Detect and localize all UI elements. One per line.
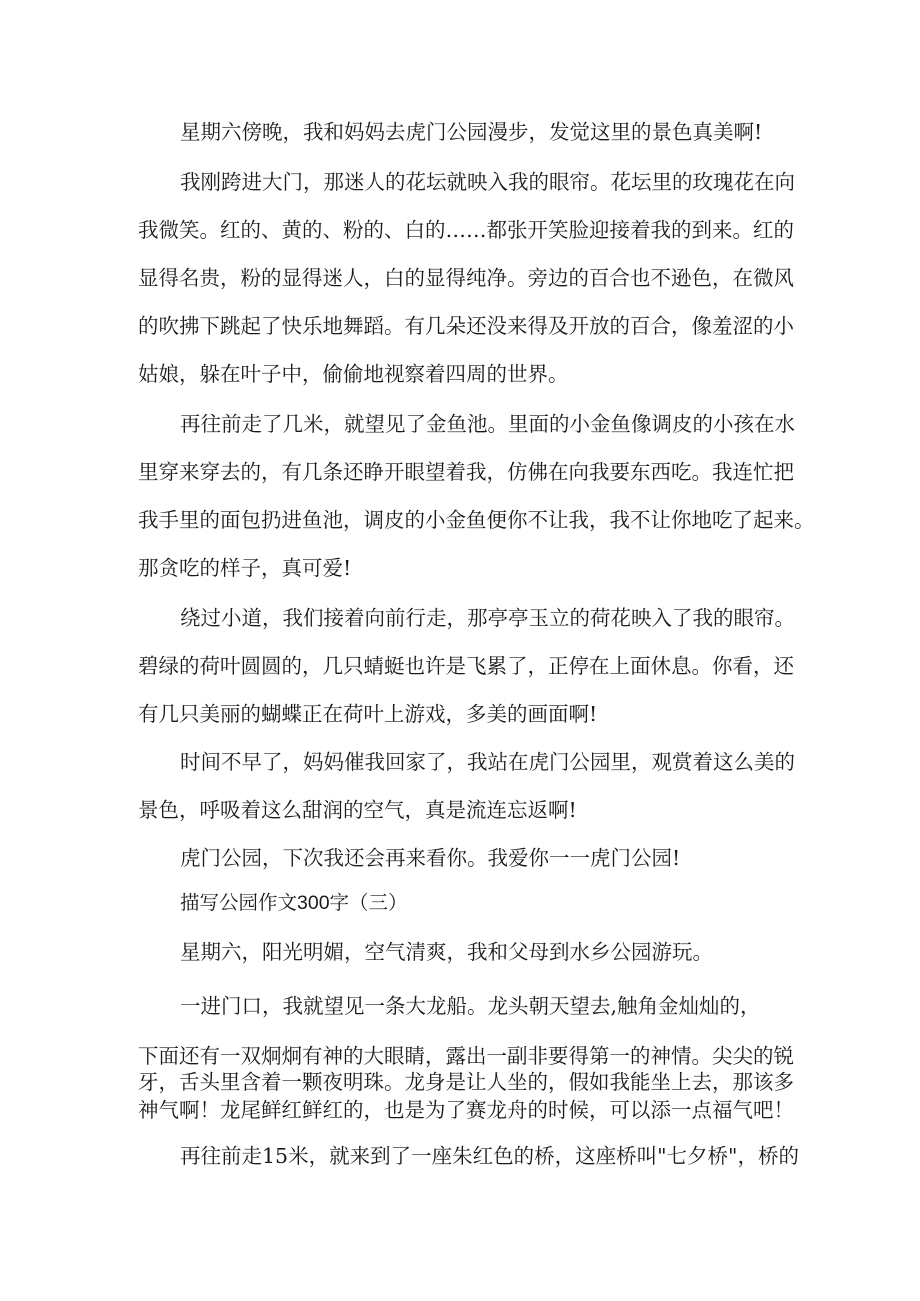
paragraph-line: 再往前走15米，就来到了一座朱红色的桥，这座桥叫"七夕桥"，桥的: [180, 1144, 799, 1168]
paragraph-line: 显得名贵，粉的显得迷人，白的显得纯净。旁边的百合也不逊色，在微风: [138, 266, 794, 290]
paragraph-line: 虎门公园，下次我还会再来看你。我爱你一一虎门公园!: [180, 846, 681, 870]
paragraph-line: 下面还有一双炯炯有神的大眼睛，露出一副非要得第一的神情。尖尖的锐: [138, 1044, 794, 1068]
section-heading: 描写公园作文300字（三）: [180, 892, 408, 914]
paragraph-line: 我手里的面包扔进鱼池，调皮的小金鱼便你不让我，我不让你地吃了起来。: [138, 508, 815, 532]
paragraph-line: 时间不早了，妈妈催我回家了，我站在虎门公园里，观赏着这么美的: [180, 750, 795, 774]
paragraph-line: 一进门口，我就望见一条大龙船。龙头朝天望去,触角金灿灿的，: [180, 994, 761, 1018]
paragraph-line: 牙，舌头里含着一颗夜明珠。龙身是让人坐的，假如我能坐上去，那该多: [138, 1070, 794, 1094]
paragraph-line: 的吹拂下跳起了快乐地舞蹈。有几朵还没来得及开放的百合，像羞涩的小: [138, 314, 794, 338]
paragraph-line: 我微笑。红的、黄的、粉的、白的……都张开笑脸迎接着我的到来。红的: [138, 218, 794, 242]
paragraph-line: 我刚跨进大门，那迷人的花坛就映入我的眼帘。花坛里的玫瑰花在向: [180, 170, 795, 194]
paragraph-line: 神气啊！龙尾鲜红鲜红的，也是为了赛龙舟的时候，可以添一点福气吧！: [138, 1098, 794, 1122]
paragraph-line: 星期六傍晚，我和妈妈去虎门公园漫步，发觉这里的景色真美啊!: [180, 120, 763, 144]
paragraph-line: 碧绿的荷叶圆圆的，几只蜻蜓也许是飞累了，正停在上面休息。你看，还: [138, 654, 794, 678]
paragraph-line: 里穿来穿去的，有几条还睁开眼望着我，仿佛在向我要东西吃。我连忙把: [138, 460, 794, 484]
paragraph-line: 星期六，阳光明媚，空气清爽，我和父母到水乡公园游玩。: [180, 940, 713, 964]
paragraph-line: 绕过小道，我们接着向前行走，那亭亭玉立的荷花映入了我的眼帘。: [180, 606, 795, 630]
paragraph-line: 姑娘，躲在叶子中，偷偷地视察着四周的世界。: [138, 362, 569, 386]
paragraph-line: 有几只美丽的蝴蝶正在荷叶上游戏，多美的画面啊!: [138, 702, 598, 726]
paragraph-line: 景色，呼吸着这么甜润的空气，真是流连忘返啊!: [138, 798, 577, 822]
paragraph-line: 那贪吃的样子，真可爱!: [138, 556, 352, 580]
paragraph-line: 再往前走了几米，就望见了金鱼池。里面的小金鱼像调皮的小孩在水: [180, 412, 795, 436]
